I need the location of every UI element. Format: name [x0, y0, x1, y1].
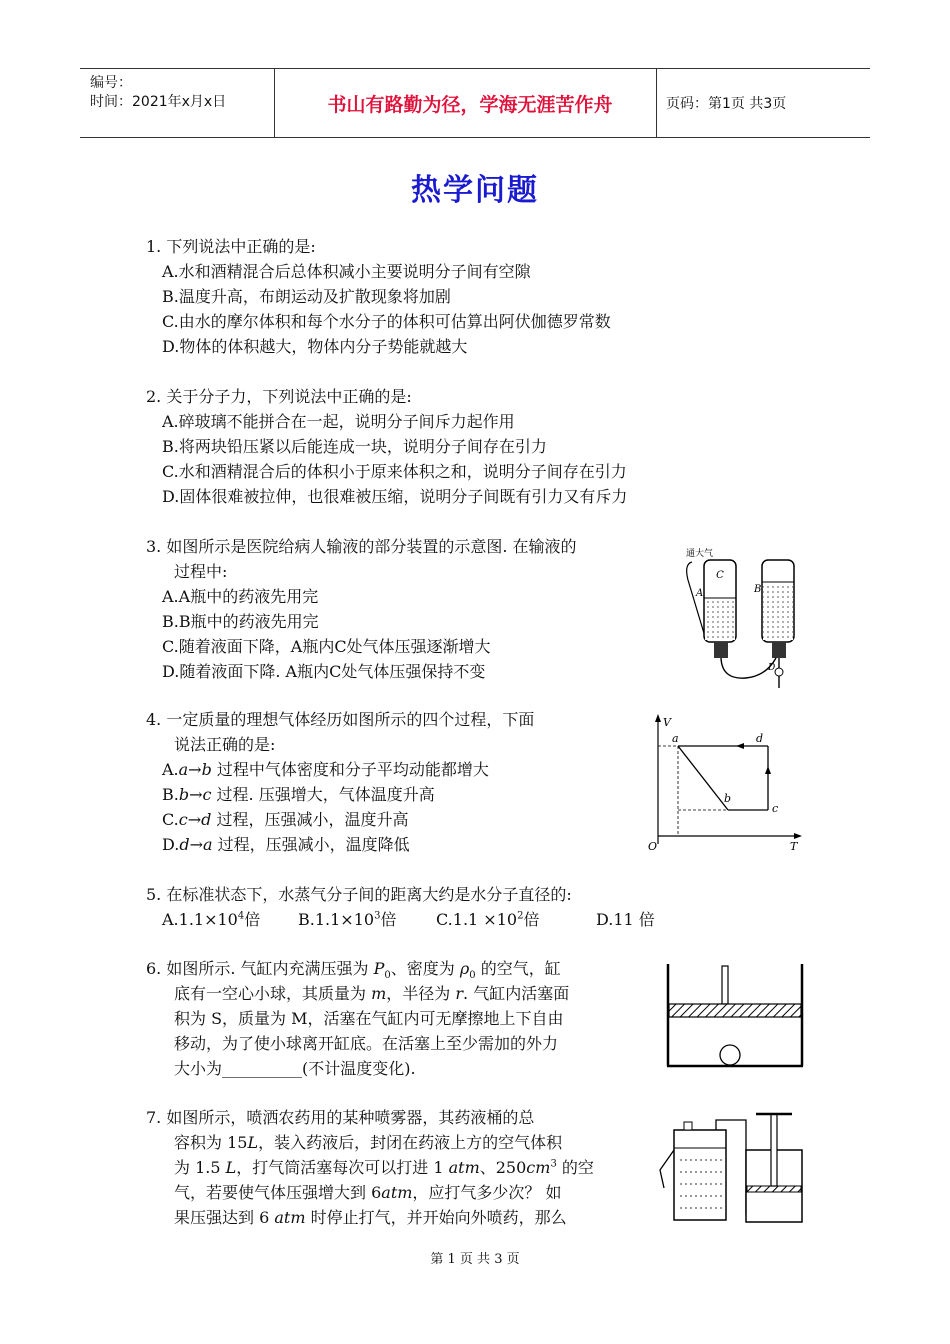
q1-option-a: A.水和酒精混合后总体积减小主要说明分子间有空隙 [162, 262, 531, 281]
q7-line2: 容积为 15L，装入药液后，封闭在药液上方的空气体积 [174, 1133, 563, 1152]
q4-stem-line2: 说法正确的是: [174, 735, 276, 754]
bottle-a-stopper [714, 642, 728, 658]
q7-line3: 为 1.5 L，打气筒活塞每次可以打进 1 atm、$250cm^3$ 的空 [174, 1158, 594, 1177]
q6-line5: 大小为__________(不计温度变化). [174, 1059, 416, 1078]
q1-option-c: C.由水的摩尔体积和每个水分子的体积可估算出阿伏伽德罗常数 [162, 312, 611, 331]
path-a-b [678, 746, 728, 810]
fig-label-d: D [768, 663, 776, 673]
bottle-b-liquid [763, 582, 793, 640]
q6-line2: 底有一空心小球，其质量为 m，半径为 r. 气缸内活塞面 [174, 984, 570, 1003]
header-meta [90, 74, 226, 112]
drip-chamber [775, 668, 783, 676]
fig-label-c: C [716, 570, 724, 581]
origin-label: O [648, 840, 658, 853]
q7-line1: 7. 如图所示，喷洒农药用的某种喷雾器，其药液桶的总 [146, 1108, 535, 1127]
liquid-tank [674, 1130, 726, 1220]
header-page-info: 页码：第1页 共3页 [666, 96, 787, 112]
q3-option-b: B.B瓶中的药液先用完 [162, 612, 319, 631]
number-label: 编号： [90, 75, 132, 91]
q1-option-b: B.温度升高，布朗运动及扩散现象将加剧 [162, 287, 451, 306]
arrow-d-a [736, 743, 744, 749]
q2-option-d: D.固体很难被拉伸，也很难被压缩，说明分子间既有引力又有斥力 [162, 487, 628, 506]
q2-option-b: B.将两块铅压紧以后能连成一块，说明分子间存在引力 [162, 437, 547, 456]
q5-stem: 5. 在标准状态下，水蒸气分子间的距离大约是水分子直径的: [146, 885, 572, 904]
q2-stem: 2. 关于分子力，下列说法中正确的是: [146, 387, 412, 406]
q4-option-b: B.b→c 过程. 压强增大，气体温度升高 [162, 785, 435, 804]
q5-option-b: $B.1.1\times 10^3$倍 [298, 910, 397, 929]
point-label-a: a [672, 732, 679, 745]
header-divider [656, 69, 657, 137]
pump-piston [747, 1186, 801, 1192]
v-axis-arrow [655, 714, 661, 722]
point-label-d: d [756, 732, 764, 745]
sprayer-figure [650, 1110, 810, 1230]
fig-label-a: A [696, 588, 704, 599]
q6-line4: 移动，为了使小球离开缸底。在活塞上至少需加的外力 [174, 1034, 559, 1053]
spray-nozzle [660, 1150, 674, 1188]
fig-label-air: 通大气 [686, 549, 714, 559]
q3-option-c: C.随着液面下降，A瓶内C处气体压强逐渐增大 [162, 637, 491, 656]
infusion-figure [676, 540, 806, 690]
q1-stem: 1. 下列说法中正确的是: [146, 237, 316, 256]
q5-option-a: $A.1.1\times 10^4$倍 [162, 910, 261, 929]
header-divider [274, 69, 275, 137]
q3-stem-line2: 过程中: [174, 562, 228, 581]
q1-option-d: D.物体的体积越大，物体内分子势能就越大 [162, 337, 468, 356]
q2-option-c: C.水和酒精混合后的体积小于原来体积之和，说明分子间存在引力 [162, 462, 627, 481]
axis-label-t: T [790, 840, 798, 853]
bottle-a-liquid [705, 598, 735, 640]
pump-rod [771, 1114, 777, 1186]
q3-option-d: D.随着液面下降. A瓶内C处气体压强保持不变 [162, 662, 486, 681]
q5-option-d: D.11 倍 [596, 910, 655, 929]
t-axis-arrow [794, 833, 802, 839]
fig-label-b: B [754, 584, 762, 595]
point-label-b: b [724, 792, 732, 805]
q4-stem-line1: 4. 一定质量的理想气体经历如图所示的四个过程，下面 [146, 710, 535, 729]
bottle-b-stopper [772, 642, 786, 658]
tank-cap [684, 1122, 692, 1130]
page-title: 热学问题 [411, 173, 539, 208]
air-tube [687, 562, 706, 640]
axis-label-v: V [663, 716, 671, 729]
q6-line3: 积为 S，质量为 M，活塞在气缸内可无摩擦地上下自由 [174, 1009, 564, 1028]
q4-option-c: C.c→d 过程，压强减小，温度升高 [162, 810, 409, 829]
time-label: 时间：2021年x月x日 [90, 94, 227, 110]
q4-option-a: A.a→b 过程中气体密度和分子平均动能都增大 [162, 760, 489, 779]
q7-line5: 果压强达到 6 atm 时停止打气，并开始向外喷药，那么 [174, 1208, 567, 1227]
header-table [80, 68, 870, 138]
header-motto: 书山有路勤为径，学海无涯苦作舟 [327, 93, 613, 116]
q4-option-d: D.d→a 过程，压强减小，温度降低 [162, 835, 410, 854]
q3-option-a: A.A瓶中的药液先用完 [162, 587, 319, 606]
vt-diagram [646, 712, 806, 854]
point-label-c: c [772, 802, 779, 815]
hollow-ball [720, 1045, 740, 1065]
cylinder-figure [660, 960, 810, 1072]
piston-rod [722, 966, 728, 1004]
piston [669, 1004, 801, 1017]
arrow-c-d [765, 766, 771, 774]
q3-stem-line1: 3. 如图所示是医院给病人输液的部分装置的示意图. 在输液的 [146, 537, 577, 556]
q7-line4: 气，若要使气体压强增大到 6atm，应打气多少次？ 如 [174, 1183, 562, 1202]
q2-option-a: A.碎玻璃不能拼合在一起，说明分子间斥力起作用 [162, 412, 515, 431]
page-footer: 第 1 页 共 3 页 [430, 1252, 520, 1267]
q5-option-c: $C.1.1 \times 10^2$倍 [436, 910, 540, 929]
q6-line1: 6. 如图所示. 气缸内充满压强为 $P_0$、密度为 $\rho_0$ 的空气，缸 [146, 959, 561, 982]
